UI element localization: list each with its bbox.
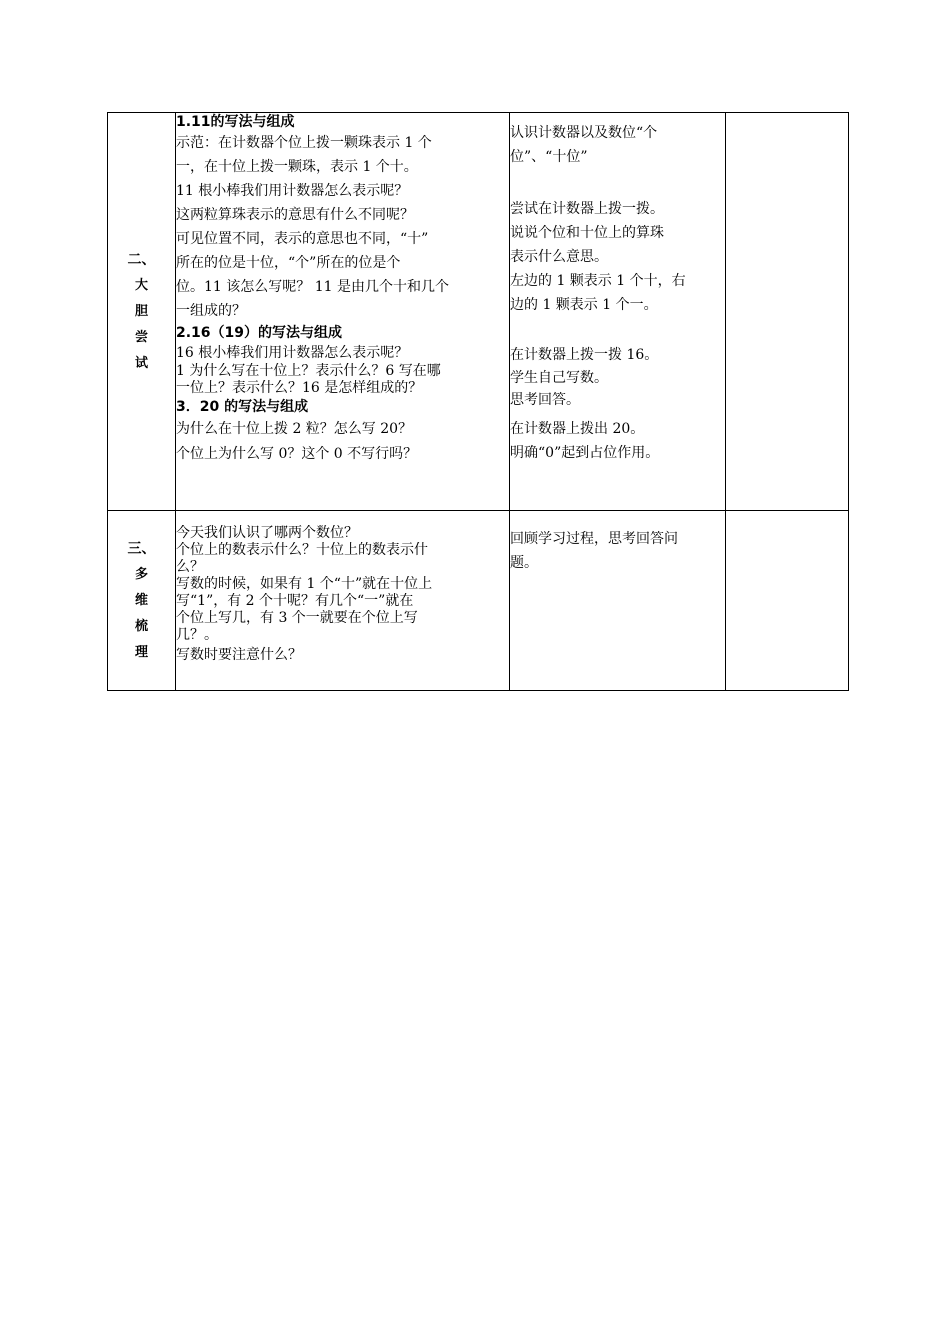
text-line: 几？。 [176, 627, 218, 643]
text-line: 一，在十位上拨一颗珠，表示 1 个十。 [176, 159, 418, 175]
text-line: 么？ [176, 559, 204, 575]
text-line: 写“1”，有 2 个十呢？有几个“一”就在 [176, 593, 414, 609]
stage-char: 试 [134, 355, 148, 371]
text-line: 这两粒算珠表示的意思有什么不同呢？ [176, 207, 414, 223]
text-line: 在计数器上拨出 20。 [510, 421, 645, 437]
section-heading: 3．20 的写法与组成 [176, 399, 309, 415]
text-line: 个位上的数表示什么？十位上的数表示什 [176, 542, 428, 558]
text-line: 认识计数器以及数位“个 [510, 125, 658, 141]
text-line: 表示什么意思。 [510, 249, 608, 265]
student-activity-cell [510, 113, 726, 511]
text-line: 11 根小棒我们用计数器怎么表示呢？ [176, 183, 409, 199]
text-line: 写数时要注意什么？ [176, 647, 302, 663]
text-line: 一组成的？ [176, 303, 246, 319]
notes-cell [726, 113, 849, 511]
text-line: 在计数器上拨一拨 16。 [510, 347, 659, 363]
text-line: 示范：在计数器个位上拨一颗珠表示 1 个 [176, 135, 432, 151]
text-line: 边的 1 颗表示 1 个一。 [510, 297, 658, 313]
lesson-plan-table [107, 112, 849, 691]
stage-char: 胆 [134, 303, 148, 319]
stage-label-cell [108, 511, 176, 691]
stage-label-cell [108, 113, 176, 511]
table-row [108, 113, 849, 511]
text-line: 明确“0”起到占位作用。 [510, 445, 660, 461]
text-line: 思考回答。 [510, 392, 580, 408]
stage-char: 维 [134, 592, 148, 608]
table-row [108, 511, 849, 691]
stage-char: 理 [134, 644, 148, 660]
teacher-activity-cell [176, 511, 510, 691]
text-line: 尝试在计数器上拨一拨。 [510, 201, 664, 217]
section-heading: 2.16（19）的写法与组成 [176, 325, 343, 341]
stage-char: 尝 [134, 329, 148, 345]
text-line: 一位上？表示什么？16 是怎样组成的？ [176, 380, 423, 396]
text-line: 位”、“十位” [510, 149, 588, 165]
text-line: 1 为什么写在十位上？表示什么？6 写在哪 [176, 363, 441, 379]
text-line: 可见位置不同，表示的意思也不同，“十” [176, 231, 429, 247]
text-line: 今天我们认识了哪两个数位？ [176, 525, 358, 541]
text-line: 学生自己写数。 [510, 370, 608, 386]
text-line: 写数的时候，如果有 1 个“十”就在十位上 [176, 576, 433, 592]
stage-number: 三、 [127, 540, 156, 557]
stage-char: 多 [134, 566, 148, 582]
section-heading: 1.11的写法与组成 [176, 114, 295, 130]
text-line: 为什么在十位上拨 2 粒？怎么写 20？ [176, 421, 413, 437]
notes-cell [726, 511, 849, 691]
text-line: 个位上写几，有 3 个一就要在个位上写 [176, 610, 418, 626]
text-line: 左边的 1 颗表示 1 个十，右 [510, 273, 686, 289]
stage-char: 梳 [134, 618, 148, 634]
text-line: 位。11 该怎么写呢？ 11 是由几个十和几个 [176, 279, 449, 295]
stage-number: 二、 [127, 251, 156, 268]
teacher-activity-cell [176, 113, 510, 511]
text-line: 16 根小棒我们用计数器怎么表示呢？ [176, 345, 409, 361]
text-line: 回顾学习过程，思考回答问 [510, 531, 678, 547]
text-line: 所在的位是十位，“个”所在的位是个 [176, 255, 401, 271]
student-activity-cell [510, 511, 726, 691]
text-line: 个位上为什么写 0？这个 0 不写行吗？ [176, 446, 418, 462]
text-line: 说说个位和十位上的算珠 [510, 225, 664, 241]
stage-char: 大 [134, 277, 148, 293]
text-line: 题。 [510, 555, 538, 571]
